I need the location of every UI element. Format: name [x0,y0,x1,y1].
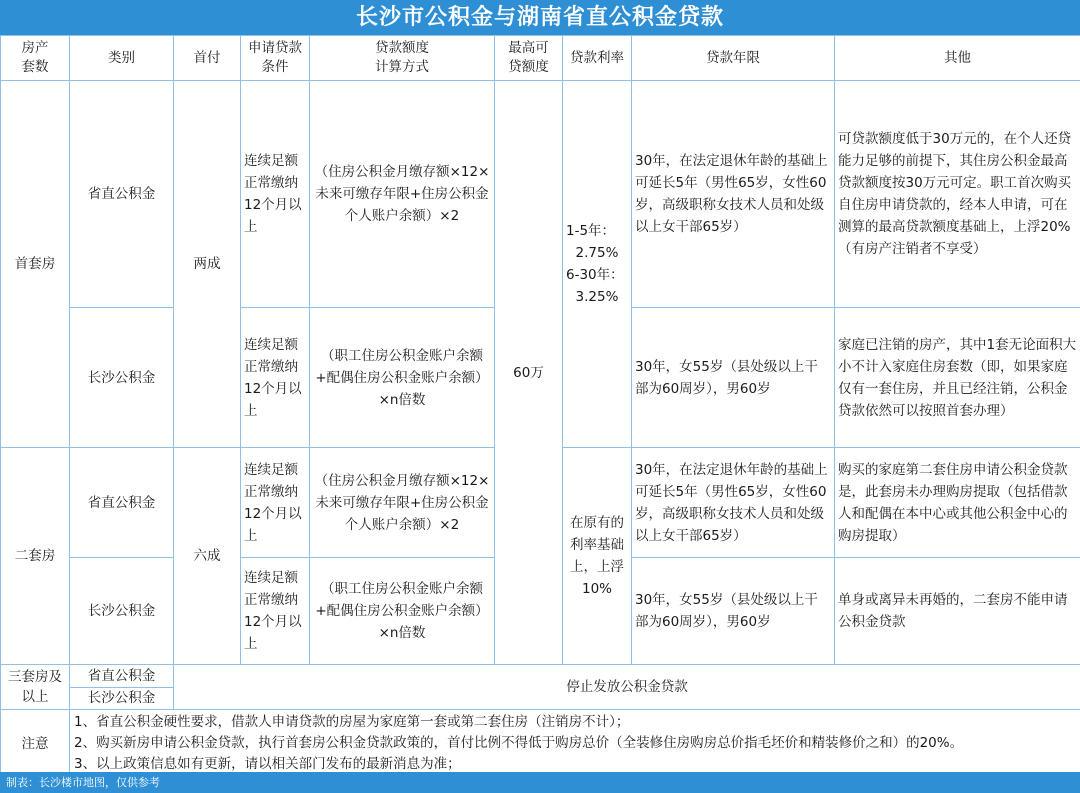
other-cell: 购买的家庭第二套住房申请公积金贷款是，此套房未办理购房提取（包括借款人和配偶在本中心或其他公积金中心的购房提取） [835,448,1080,558]
header-term: 贷款年限 [632,36,835,81]
note-item: 3、以上政策信息如有更新，请以相关部门发布的最新消息为准； [74,756,461,772]
category-cell: 省直公积金 [70,665,174,688]
table-row [1,665,1080,688]
formula-cell: （住房公积金月缴存额×12×未来可缴存年限+住房公积金个人账户余额）×2 [310,448,495,558]
rate-line: 2.75% [575,245,619,261]
max-loan-cell: 60万 [495,81,563,665]
category-cell: 长沙公积金 [70,308,174,448]
table-row [1,81,1080,308]
rate-line: 1-5年： [566,223,616,239]
term-cell: 30年，在法定退休年龄的基础上可延长5年（男性65岁，女性60岁，高级职称女技术人员和处级以上女干部65岁） [632,448,835,558]
conditions-cell: 连续足额正常缴纳12个月以上 [241,308,310,448]
category-cell: 省直公积金 [70,81,174,308]
note-item: 1、省直公积金硬性要求，借款人申请贷款的房屋为家庭第一套或第二套住房（注销房不计）； [74,714,630,730]
category-cell: 长沙公积金 [70,558,174,665]
conditions-cell: 连续足额正常缴纳12个月以上 [241,81,310,308]
term-cell: 30年，女55岁（县处级以上干部为60周岁），男60岁 [632,308,835,448]
page-title: 长沙市公积金与湖南省直公积金贷款 [0,0,1080,35]
conditions-cell: 连续足额正常缴纳12个月以上 [241,558,310,665]
note-item: 2、购买新房申请公积金贷款，执行首套房公积金贷款政策的，首付比例不得低于购房总价（全装修住房购房总价指毛坯价和精装修价之和）的20%。 [74,735,964,751]
header-conditions: 申请贷款 条件 [241,36,310,81]
first-home-label: 首套房 [1,81,70,448]
header-category: 类别 [70,36,174,81]
notes-cell [70,710,1080,778]
category-cell: 长沙公积金 [70,687,174,710]
header-house-count: 房产 套数 [1,36,70,81]
header-other: 其他 [835,36,1080,81]
notes-label: 注意 [1,710,70,778]
footer-credit: 制表：长沙楼市地图，仅供参考 [0,772,1080,793]
rate-cell: 在原有的利率基础上，上浮10% [563,448,632,665]
second-home-label: 二套房 [1,448,70,665]
down-payment-cell: 两成 [174,81,241,448]
rate-line: 6-30年： [566,267,624,283]
other-cell: 可贷款额度低于30万元的，在个人还贷能力足够的前提下，其住房公积金最高贷款额度按30万元可定。职工首次购买自住房申请贷款的，经本人申请，可在测算的最高贷款额度基础上，上浮20%（有房产注销者不享受） [835,81,1080,308]
down-payment-cell: 六成 [174,448,241,665]
loan-comparison-table [0,35,1080,778]
formula-cell: （住房公积金月缴存额×12×未来可缴存年限+住房公积金个人账户余额）×2 [310,81,495,308]
term-cell: 30年，在法定退休年龄的基础上可延长5年（男性65岁，女性60岁，高级职称女技术人员和处级以上女干部65岁） [632,81,835,308]
term-cell: 30年，女55岁（县处级以上干部为60周岁），男60岁 [632,558,835,665]
header-rate: 贷款利率 [563,36,632,81]
header-max-loan: 最高可 贷额度 [495,36,563,81]
notes-row [1,710,1080,778]
third-home-label: 三套房及以上 [1,665,70,710]
rate-line: 3.25% [575,289,619,305]
formula-cell: （职工住房公积金账户余额+配偶住房公积金账户余额）×n倍数 [310,558,495,665]
header-row [1,36,1080,81]
header-down-payment: 首付 [174,36,241,81]
other-cell: 单身或离异未再婚的，二套房不能申请公积金贷款 [835,558,1080,665]
header-formula: 贷款额度 计算方式 [310,36,495,81]
formula-cell: （职工住房公积金账户余额+配偶住房公积金账户余额）×n倍数 [310,308,495,448]
third-home-status: 停止发放公积金贷款 [174,665,1080,710]
conditions-cell: 连续足额正常缴纳12个月以上 [241,448,310,558]
other-cell: 家庭已注销的房产，其中1套无论面积大小不计入家庭住房套数（即，如果家庭仅有一套住房，并且已经注销，公积金贷款依然可以按照首套办理） [835,308,1080,448]
category-cell: 省直公积金 [70,448,174,558]
rate-cell [563,81,632,448]
